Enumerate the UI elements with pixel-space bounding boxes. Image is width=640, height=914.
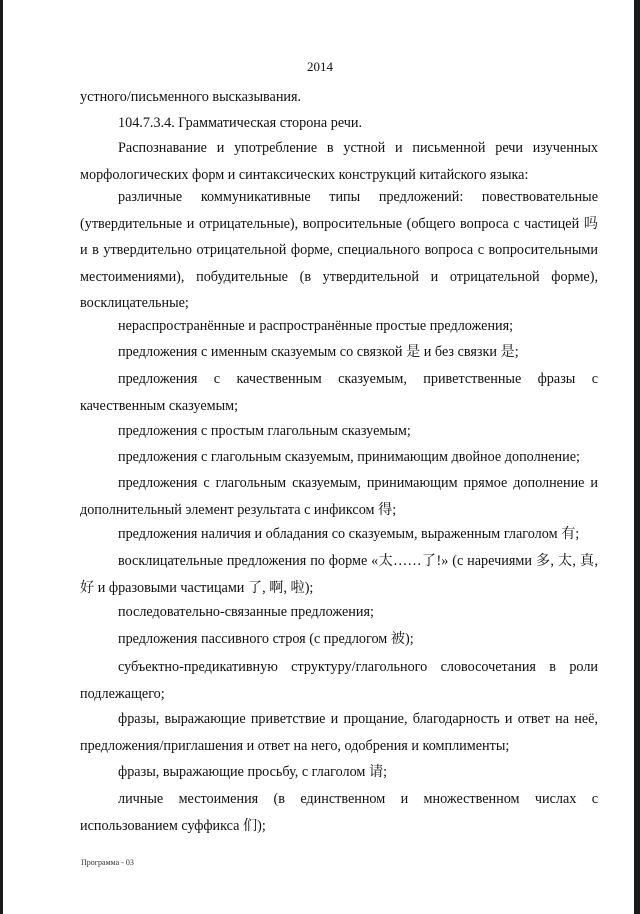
paragraph-1: устного/письменного высказывания.: [80, 89, 302, 105]
paragraph-serial-verb: последовательно-связанные предложения;: [118, 604, 374, 620]
paragraph-communicative-types: различные коммуникативные типы предложений: повествовательные (утвердительные и отрицательные), вопросительные (общего вопроса с частицей 吗 и в утвердительно отрицательной форме, специального вопроса с вопросительными местоимениями), побудительные (в утвердительной и отрицательной форме), восклицательные;: [80, 189, 598, 311]
paragraph-personal-pronouns: личные местоимения (в единственном и множественном числах с использованием суффикса 们);: [80, 791, 598, 834]
paragraph-simple-sentences: нераспространённые и распространённые простые предложения;: [118, 318, 514, 334]
paragraph-requests: фразы, выражающие просьбу, с глаголом 请;: [118, 764, 388, 780]
paragraph-double-object: предложения с глагольным сказуемым, принимающим двойное дополнение;: [118, 449, 580, 465]
paragraph-passive: предложения пассивного строя (с предлогом 被);: [118, 631, 414, 647]
paragraph-intro: Распознавание и употребление в устной и письменной речи изученных морфологических форм и синтаксических конструкций китайского языка:: [80, 140, 598, 183]
paragraph-simple-verbal-predicate: предложения с простым глагольным сказуемым;: [118, 423, 411, 439]
paragraph-exclamatory: восклицательные предложения по форме «太……了!» (с наречиями 多, 太, 真, 好 и фразовыми частицами 了, 啊, 啦);: [80, 553, 598, 596]
paragraph-section-heading: 104.7.3.4. Грамматическая сторона речи.: [118, 115, 363, 131]
paragraph-greetings: фразы, выражающие приветствие и прощание, благодарность и ответ на неё, предложения/приглашения и ответ на него, одобрения и комплименты;: [80, 711, 598, 754]
paragraph-nominal-predicate: предложения с именным сказуемым со связкой 是 и без связки 是;: [118, 344, 519, 360]
paragraph-possession: предложения наличия и обладания со сказуемым, выраженным глаголом 有;: [118, 526, 580, 542]
paragraph-result-complement: предложения с глагольным сказуемым, принимающим прямое дополнение и дополнительный элемент результата с инфиксом 得;: [80, 475, 598, 518]
paragraph-subject-predicate: субъектно-предикативную структуру/глагольного словосочетания в роли подлежащего;: [80, 659, 598, 702]
scan-edge-left: [0, 0, 3, 914]
footer-label: Программа - 03: [81, 858, 134, 867]
paragraph-qualitative-predicate: предложения с качественным сказуемым, приветственные фразы с качественным сказуемым;: [80, 371, 598, 414]
scan-edge-right: [634, 0, 640, 914]
page-number: 2014: [307, 59, 333, 74]
